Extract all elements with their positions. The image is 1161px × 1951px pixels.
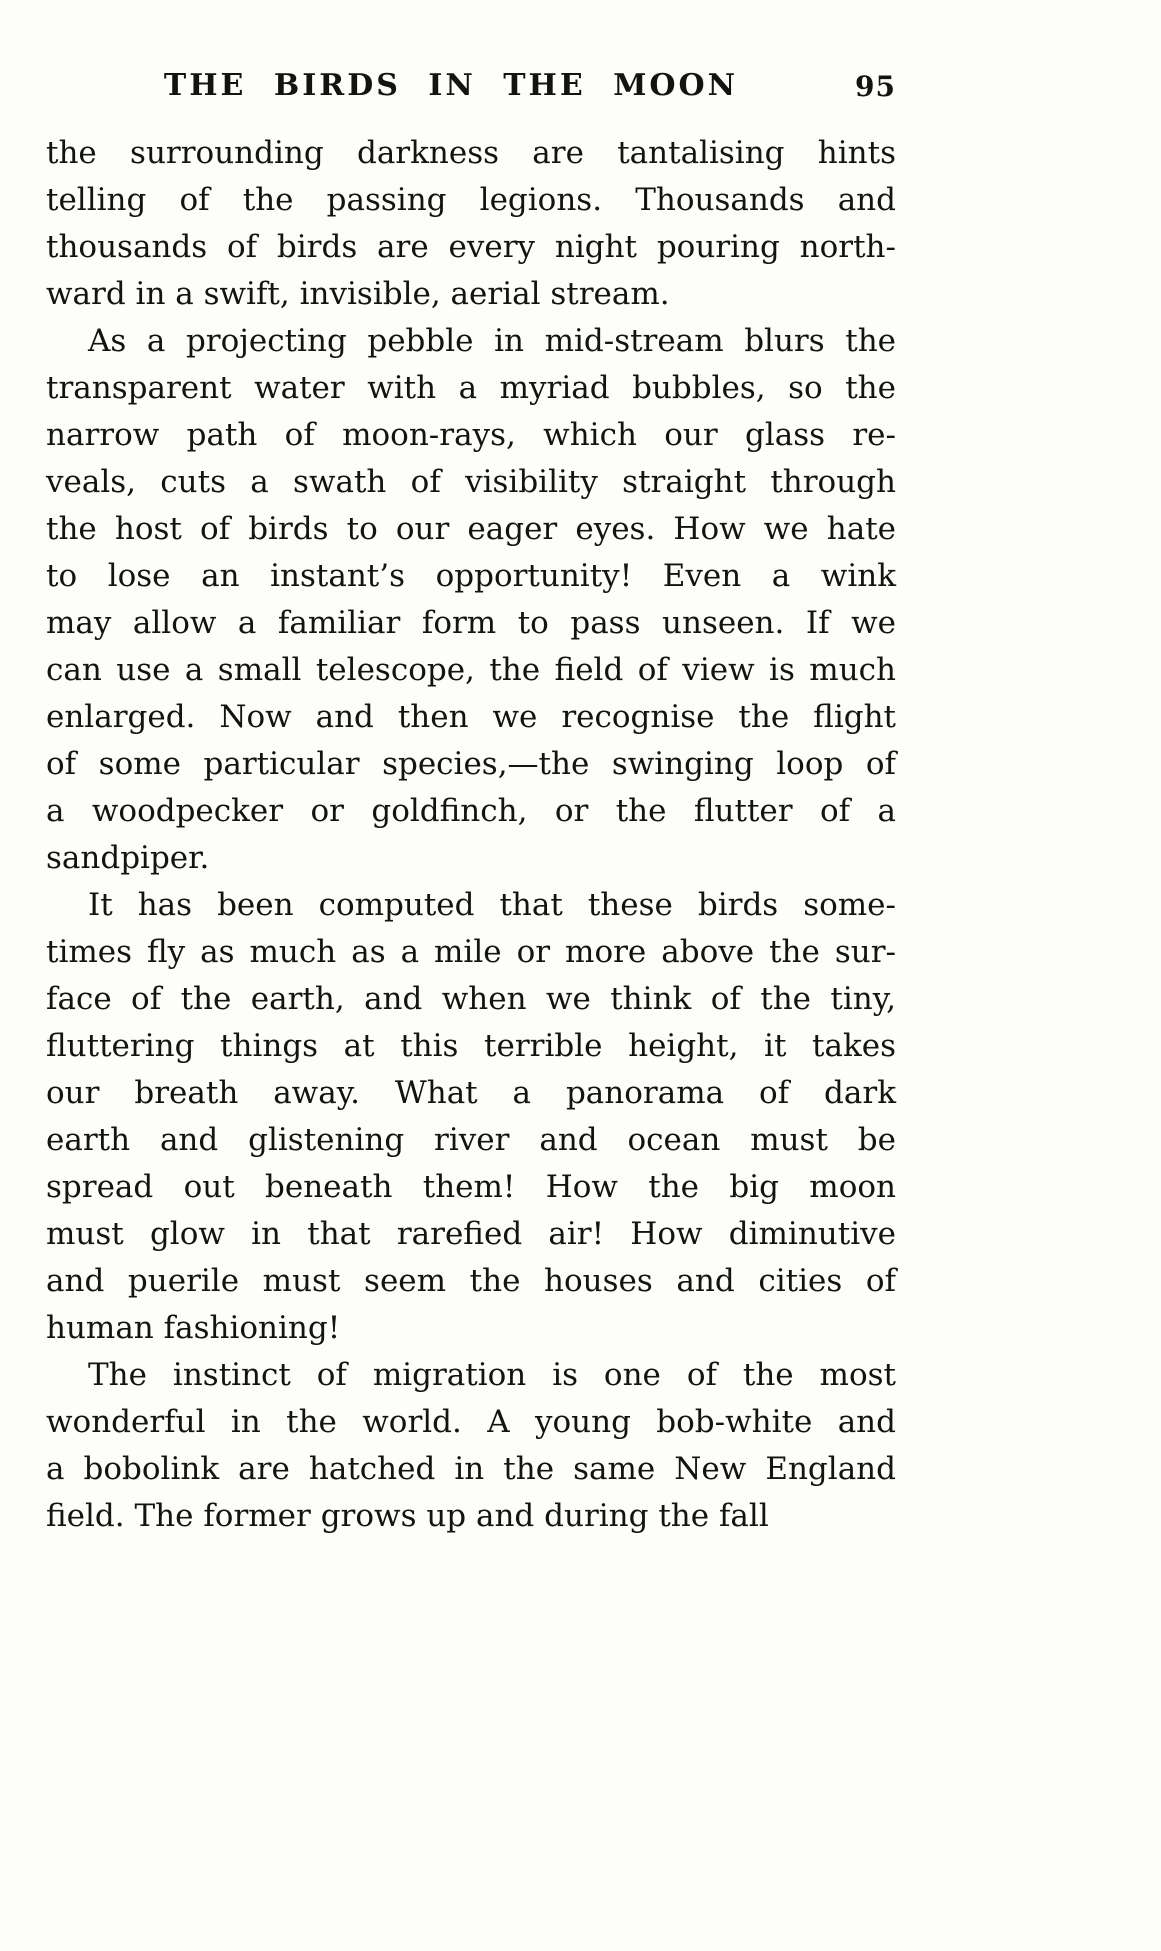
text-line: times fly as much as a mile or more above the sur- xyxy=(46,934,896,970)
text-line: of some particular species,—the swinging loop of xyxy=(46,746,896,782)
text-line: the surrounding darkness are tantalising hints xyxy=(46,135,896,171)
text-line: can use a small telescope, the field of view is much xyxy=(46,652,896,688)
text-line: a woodpecker or goldfinch, or the flutter of a xyxy=(46,793,896,829)
text-line: to lose an instant’s opportunity! Even a wink xyxy=(46,558,896,594)
text-line: narrow path of moon-rays, which our glass re- xyxy=(46,417,896,453)
text-line: As a projecting pebble in mid-stream blurs the xyxy=(88,323,896,359)
text-line: and puerile must seem the houses and cities of xyxy=(46,1263,896,1299)
text-line: fluttering things at this terrible height, it takes xyxy=(46,1028,896,1064)
page-body xyxy=(46,130,896,1540)
text-line: sandpiper. xyxy=(46,840,210,876)
text-line: our breath away. What a panorama of dark xyxy=(46,1075,896,1111)
page-number: 95 xyxy=(855,70,896,103)
text-line: field. The former grows up and during the fall xyxy=(46,1498,769,1534)
text-line: face of the earth, and when we think of the tiny, xyxy=(46,981,896,1017)
text-line: the host of birds to our eager eyes. How we hate xyxy=(46,511,896,547)
text-line: may allow a familiar form to pass unseen. If we xyxy=(46,605,896,641)
text-line: earth and glistening river and ocean must be xyxy=(46,1122,896,1158)
text-column xyxy=(46,68,896,1540)
text-line: It has been computed that these birds some- xyxy=(88,887,896,923)
text-line: veals, cuts a swath of visibility straight through xyxy=(46,464,896,500)
text-line: ward in a swift, invisible, aerial stream. xyxy=(46,276,670,312)
text-line: The instinct of migration is one of the most xyxy=(88,1357,896,1393)
text-line: a bobolink are hatched in the same New England xyxy=(46,1451,896,1487)
running-title: THE BIRDS IN THE MOON xyxy=(163,68,739,103)
page-header xyxy=(46,68,896,112)
text-line: telling of the passing legions. Thousands and xyxy=(46,182,896,218)
text-line: must glow in that rarefied air! How diminutive xyxy=(46,1216,896,1252)
text-line: thousands of birds are every night pouring north- xyxy=(46,229,896,265)
text-line: wonderful in the world. A young bob-white and xyxy=(46,1404,896,1440)
text-line: enlarged. Now and then we recognise the flight xyxy=(46,699,896,735)
text-line: transparent water with a myriad bubbles, so the xyxy=(46,370,896,406)
text-line: spread out beneath them! How the big moon xyxy=(46,1169,896,1205)
text-line: human fashioning! xyxy=(46,1310,341,1346)
